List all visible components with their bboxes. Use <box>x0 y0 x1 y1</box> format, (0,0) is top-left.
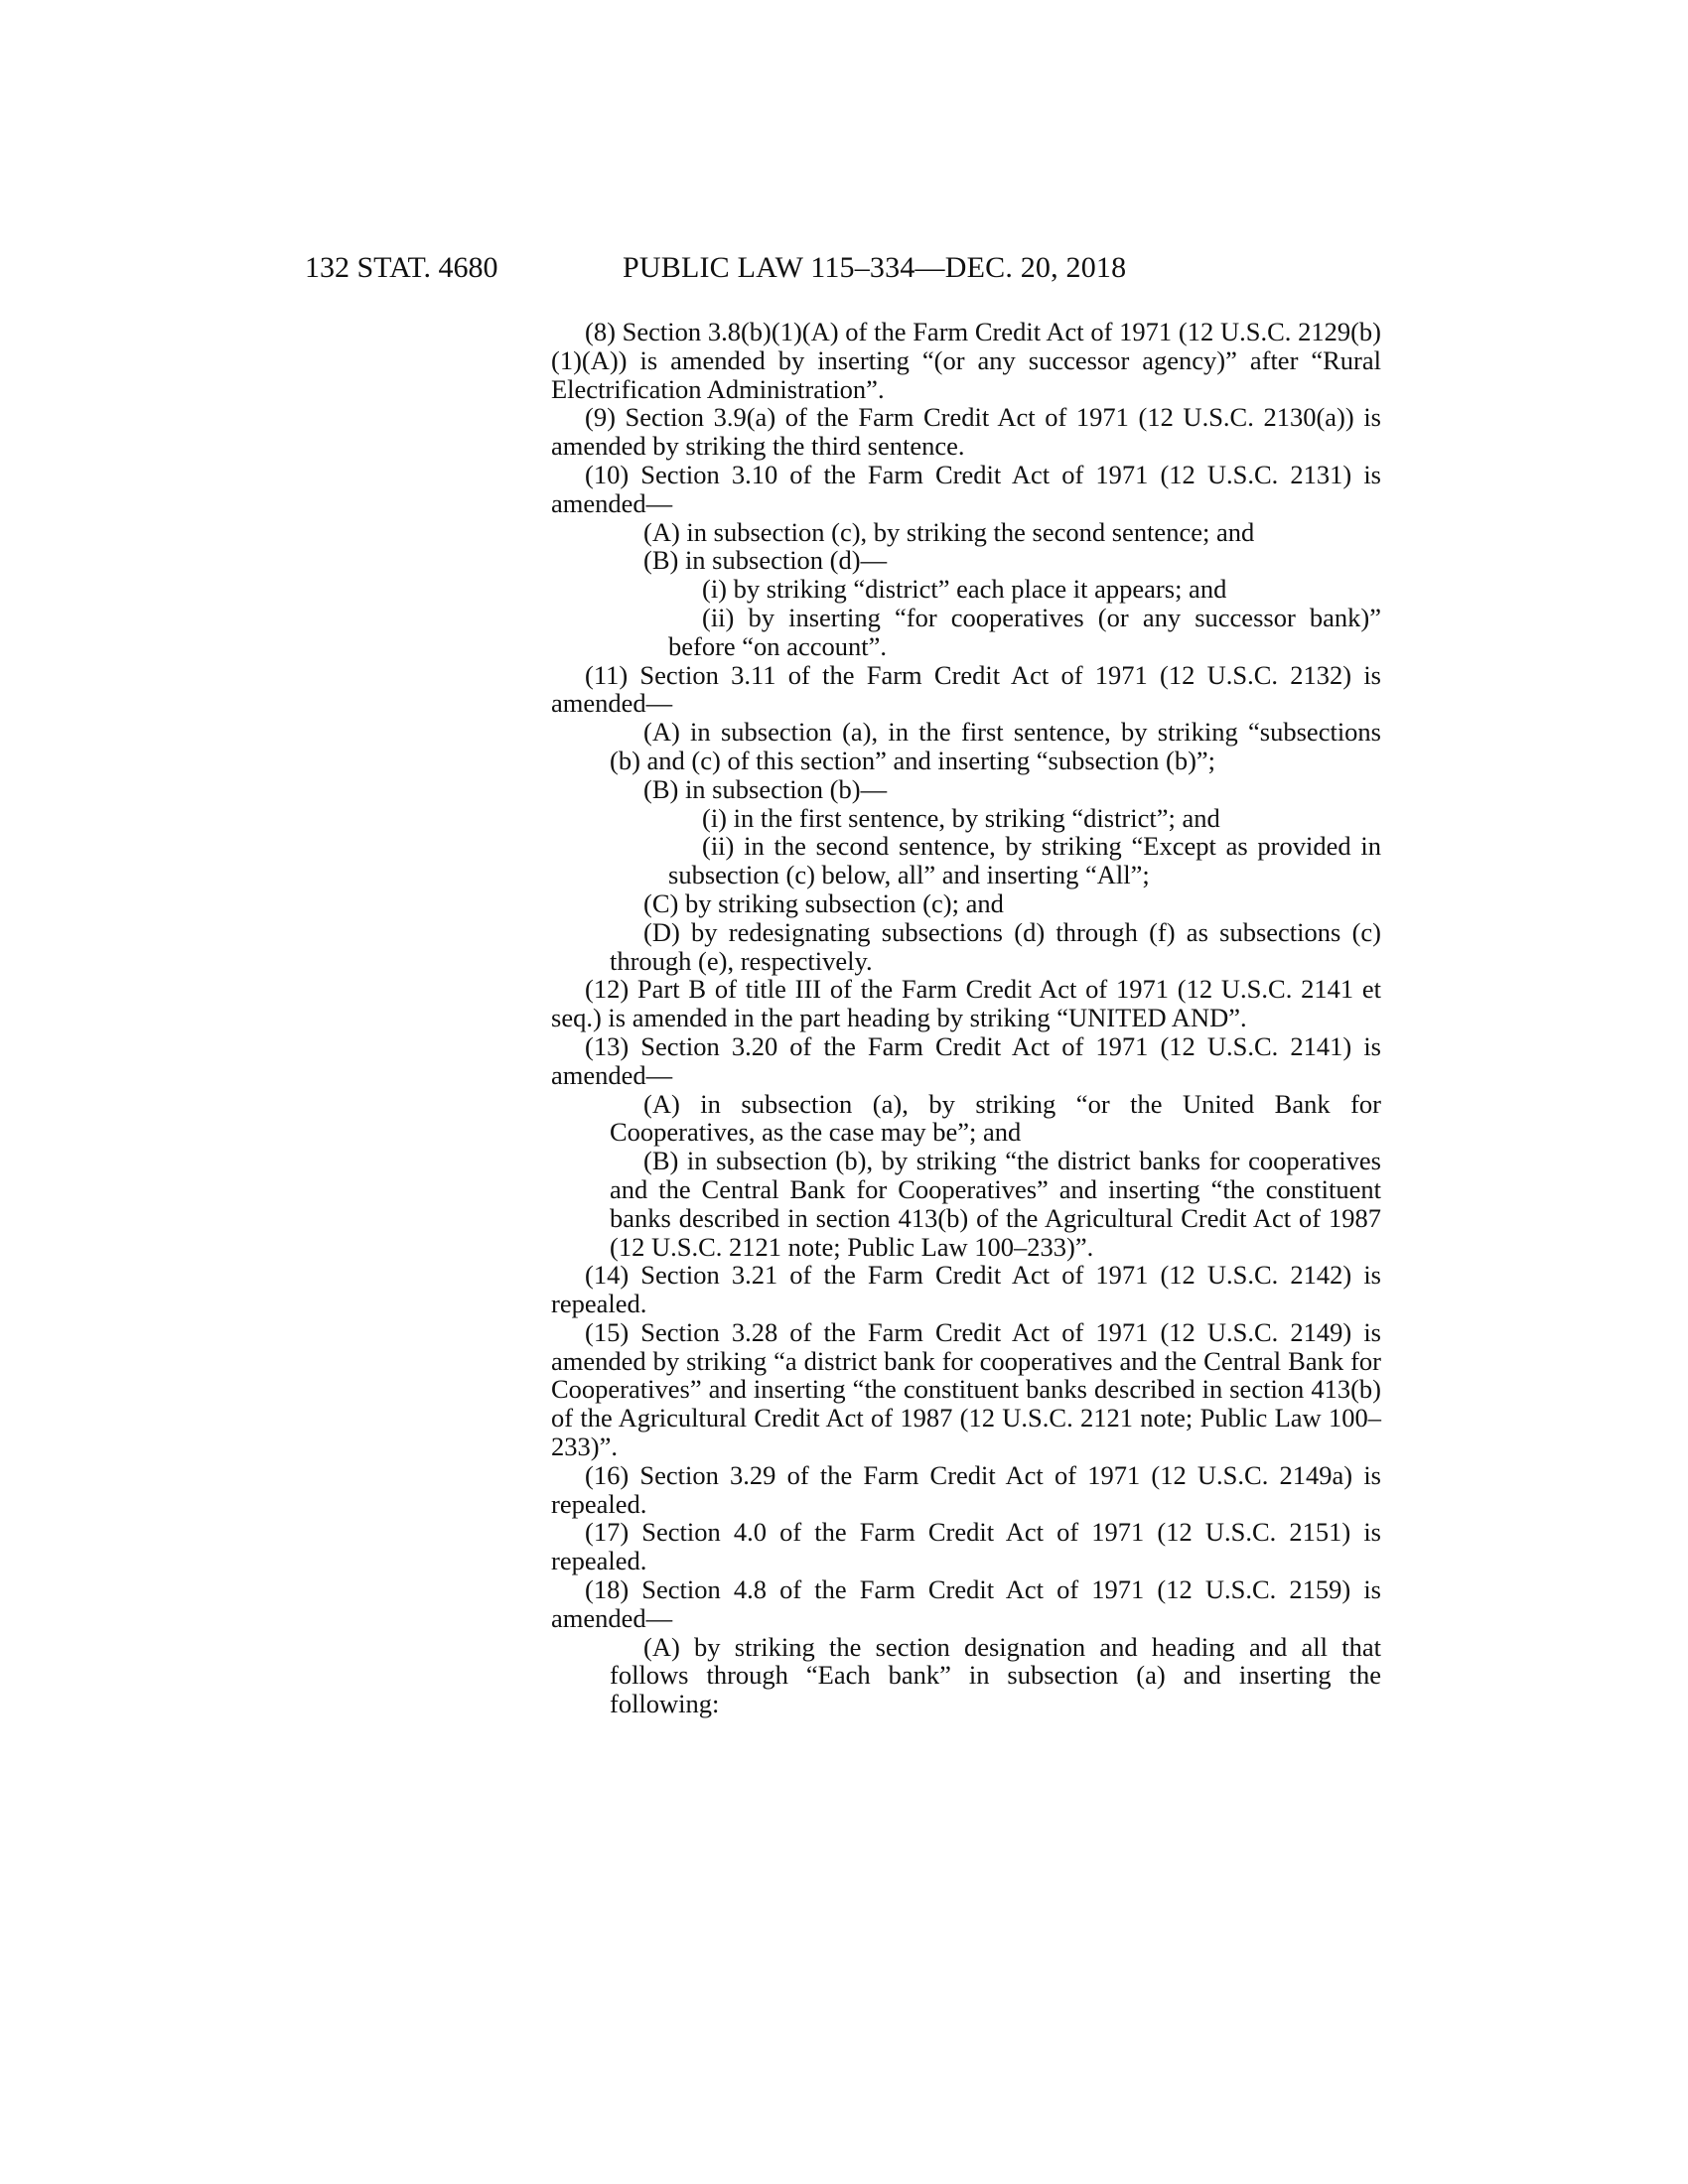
paragraph-level-0: (8) Section 3.8(b)(1)(A) of the Farm Credit Act of 1971 (12 U.S.C. 2129(b)(1)(A)) is amended by inserting “(or any successor agency)” after “Rural Electrification Administration”. <box>551 317 1381 404</box>
paragraph-level-1: (A) in subsection (a), by striking “or the United Bank for Cooperatives, as the case may be”; and <box>610 1088 1381 1148</box>
paragraph-level-0: (11) Section 3.11 of the Farm Credit Act of 1971 (12 U.S.C. 2132) is amended— <box>551 659 1381 719</box>
paragraph-level-0: (16) Section 3.29 of the Farm Credit Act of 1971 (12 U.S.C. 2149a) is repealed. <box>551 1459 1381 1519</box>
paragraph-level-1: (C) by striking subsection (c); and <box>643 887 1004 918</box>
paragraph-level-1: (A) in subsection (a), in the first sentence, by striking “subsections (b) and (c) of this section” and inserting “subsection (b)”; <box>610 717 1381 775</box>
paragraph-level-1: (B) in subsection (d)— <box>643 545 888 576</box>
paragraph-level-0: (14) Section 3.21 of the Farm Credit Act of 1971 (12 U.S.C. 2142) is repealed. <box>551 1260 1381 1319</box>
paragraph-level-1: (A) in subsection (c), by striking the second sentence; and <box>643 516 1255 547</box>
page-stat-citation: 132 STAT. 4680 <box>305 251 498 284</box>
document-body <box>551 318 1381 1718</box>
paragraph-level-0: (12) Part B of title III of the Farm Credit Act of 1971 (12 U.S.C. 2141 et seq.) is amended in the part heading by striking “UNITED AND”. <box>551 974 1381 1033</box>
paragraph-level-1: (A) by striking the section designation and heading and all that follows through “Each bank” in subsection (a) and inserting the following: <box>610 1631 1381 1719</box>
paragraph-level-2: (i) by striking “district” each place it appears; and <box>702 574 1227 605</box>
paragraph-level-1: (B) in subsection (b)— <box>643 773 888 804</box>
paragraph-level-1: (B) in subsection (b), by striking “the district banks for cooperatives and the Central Bank for Cooperatives” and inserting “the constituent banks described in section 413(b) of the Agricultural Credit Act of 1987 (12 U.S.C. 2121 note; Public Law 100–233)”. <box>610 1146 1381 1262</box>
paragraph-level-2: (ii) by inserting “for cooperatives (or any successor bank)” before “on account”. <box>668 602 1381 661</box>
paragraph-level-0: (9) Section 3.9(a) of the Farm Credit Act of 1971 (12 U.S.C. 2130(a)) is amended by striking the third sentence. <box>551 402 1381 462</box>
paragraph-level-0: (10) Section 3.10 of the Farm Credit Act of 1971 (12 U.S.C. 2131) is amended— <box>551 459 1381 518</box>
paragraph-level-2: (ii) in the second sentence, by striking “Except as provided in subsection (c) below, all” and inserting “All”; <box>668 831 1381 890</box>
paragraph-level-0: (18) Section 4.8 of the Farm Credit Act of 1971 (12 U.S.C. 2159) is amended— <box>551 1574 1381 1633</box>
paragraph-level-0: (15) Section 3.28 of the Farm Credit Act of 1971 (12 U.S.C. 2149) is amended by striking “a district bank for cooperatives and the Central Bank for Cooperatives” and inserting “the constituent banks described in section 413(b) of the Agricultural Credit Act of 1987 (12 U.S.C. 2121 note; Public Law 100–233)”. <box>551 1316 1381 1462</box>
page-header <box>0 248 1688 288</box>
paragraph-level-1: (D) by redesignating subsections (d) through (f) as subsections (c) through (e), respectively. <box>610 916 1381 976</box>
paragraph-level-0: (13) Section 3.20 of the Farm Credit Act of 1971 (12 U.S.C. 2141) is amended— <box>551 1030 1381 1090</box>
paragraph-level-2: (i) in the first sentence, by striking “district”; and <box>702 802 1220 833</box>
paragraph-level-0: (17) Section 4.0 of the Farm Credit Act of 1971 (12 U.S.C. 2151) is repealed. <box>551 1517 1381 1576</box>
page-running-title: PUBLIC LAW 115–334—DEC. 20, 2018 <box>623 251 1127 284</box>
